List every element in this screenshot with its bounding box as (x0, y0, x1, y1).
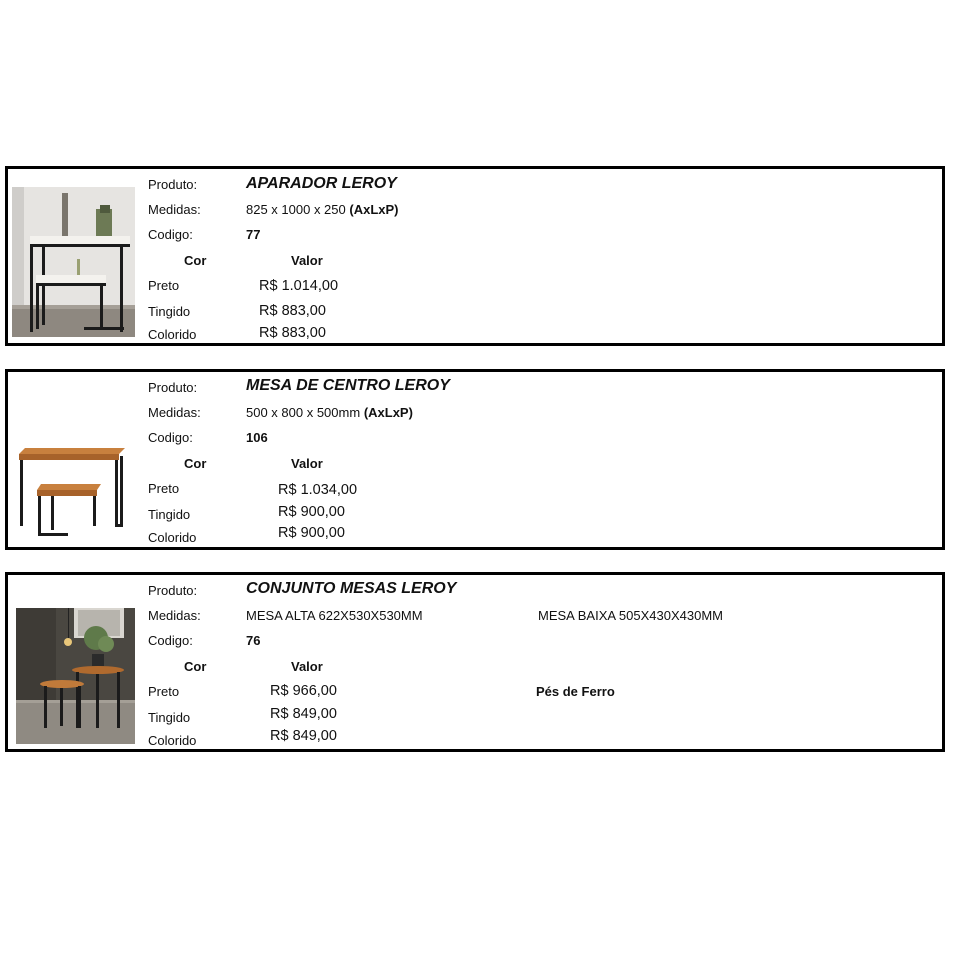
product-card-aparador (5, 166, 945, 346)
product-card-conjunto-mesas (5, 572, 945, 752)
product-code: 106 (246, 430, 268, 445)
label-codigo: Codigo: (148, 227, 193, 242)
product-measures: MESA ALTA 622X530X530MM (246, 608, 423, 623)
product-measures-extra: MESA BAIXA 505X430X430MM (538, 608, 723, 623)
label-medidas: Medidas: (148, 405, 201, 420)
product-code: 76 (246, 633, 261, 648)
product-code: 77 (246, 227, 261, 242)
label-colorido: Colorido (148, 733, 197, 748)
price-colorido: R$ 900,00 (278, 525, 345, 541)
label-colorido: Colorido (148, 327, 197, 342)
product-name: APARADOR LEROY (246, 175, 397, 192)
label-preto: Preto (148, 684, 180, 699)
product-measures: 500 x 800 x 500mm (AxLxP) (246, 405, 413, 420)
label-produto: Produto: (148, 583, 198, 598)
price-preto: R$ 1.034,00 (278, 482, 358, 498)
product-card-mesa-centro (5, 369, 945, 550)
label-medidas: Medidas: (148, 202, 201, 217)
label-codigo: Codigo: (148, 633, 193, 648)
label-tingido: Tingido (148, 507, 191, 522)
label-preto: Preto (148, 481, 180, 496)
label-codigo: Codigo: (148, 430, 193, 445)
price-preto: R$ 1.014,00 (259, 278, 339, 294)
price-tingido: R$ 849,00 (270, 706, 337, 722)
product-name: CONJUNTO MESAS LEROY (246, 580, 457, 597)
price-preto: R$ 966,00 (270, 683, 337, 699)
product-photo (12, 187, 135, 337)
header-valor: Valor (291, 659, 323, 674)
product-measures: 825 x 1000 x 250 (AxLxP) (246, 202, 399, 217)
header-valor: Valor (291, 253, 323, 268)
label-preto: Preto (148, 278, 180, 293)
product-note: Pés de Ferro (536, 684, 615, 699)
price-tingido: R$ 900,00 (278, 504, 345, 520)
header-valor: Valor (291, 456, 323, 471)
label-produto: Produto: (148, 380, 198, 395)
header-cor: Cor (184, 253, 207, 268)
label-tingido: Tingido (148, 304, 191, 319)
price-colorido: R$ 883,00 (259, 325, 326, 341)
product-photo (15, 440, 131, 540)
label-colorido: Colorido (148, 530, 197, 545)
header-cor: Cor (184, 456, 207, 471)
price-tingido: R$ 883,00 (259, 303, 326, 319)
product-photo (16, 608, 135, 744)
label-medidas: Medidas: (148, 608, 201, 623)
product-name: MESA DE CENTRO LEROY (246, 377, 450, 394)
label-tingido: Tingido (148, 710, 191, 725)
label-produto: Produto: (148, 177, 198, 192)
price-colorido: R$ 849,00 (270, 728, 337, 744)
header-cor: Cor (184, 659, 207, 674)
